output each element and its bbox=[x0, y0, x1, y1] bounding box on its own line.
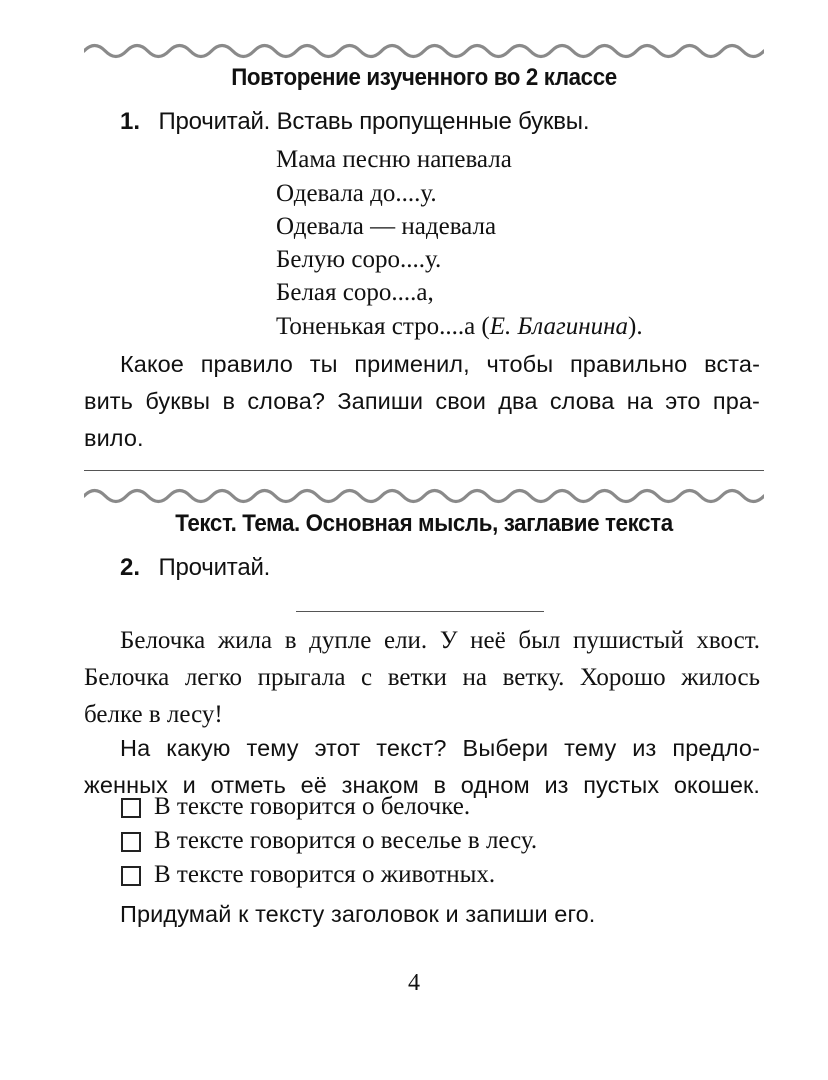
poem-line-text: Тоненькая стро....а ( bbox=[276, 313, 490, 340]
question-line: вило. bbox=[84, 425, 144, 451]
option-label: В тексте говорится о веселье в лесу. bbox=[154, 827, 538, 854]
task-number: 1. bbox=[120, 108, 141, 135]
option-checkbox[interactable] bbox=[121, 798, 141, 818]
poem-line: Белую соро....у. bbox=[276, 246, 442, 273]
section-heading-review: Повторение изученного во 2 классе bbox=[231, 64, 617, 91]
task-number: 2. bbox=[120, 554, 141, 581]
poem-author: Е. Благинина bbox=[489, 313, 629, 340]
option-checkbox[interactable] bbox=[121, 832, 141, 852]
story-line: Белочка легко прыгала с ветки на ветку. Хорошо жилось bbox=[84, 664, 760, 691]
story-paragraph bbox=[84, 622, 760, 733]
poem-line: Одевала — надевала bbox=[276, 213, 497, 240]
question-paragraph-1 bbox=[84, 346, 760, 457]
final-instruction: Придумай к тексту заголовок и запиши его. bbox=[120, 901, 596, 927]
poem-line: Одевала до....у. bbox=[276, 180, 437, 207]
task-instruction: Прочитай. Вставь пропущенные буквы. bbox=[158, 108, 590, 135]
poem-line-last bbox=[276, 311, 643, 343]
poem-line-end: ). bbox=[628, 313, 643, 340]
title-blank-line bbox=[296, 611, 544, 612]
page-number: 4 bbox=[408, 970, 420, 996]
wavy-divider-top bbox=[84, 40, 764, 62]
question-line: Какое правило ты применил, чтобы правильно вста- bbox=[120, 351, 760, 377]
question-line: На какую тему этот текст? Выбери тему из предло- bbox=[120, 735, 760, 761]
option-label: В тексте говорится о белочке. bbox=[154, 793, 471, 820]
poem-line: Мама песню напевала bbox=[276, 146, 512, 173]
question-line: женных и отметь её знаком в одном из пустых окошек. bbox=[84, 772, 760, 798]
option-checkbox[interactable] bbox=[121, 866, 141, 886]
story-line: белке в лесу! bbox=[84, 701, 223, 728]
task-instruction: Прочитай. bbox=[158, 554, 271, 581]
story-line: Белочка жила в дупле ели. У неё был пушистый хвост. bbox=[120, 627, 760, 654]
task-1 bbox=[120, 108, 589, 136]
poem-line: Белая соро....а, bbox=[276, 279, 434, 306]
wavy-divider-middle bbox=[84, 485, 764, 507]
option-label: В тексте говорится о животных. bbox=[154, 861, 496, 888]
task-2 bbox=[120, 554, 270, 582]
section-heading-text-theme: Текст. Тема. Основная мысль, заглавие текста bbox=[175, 510, 673, 537]
answer-line bbox=[84, 470, 764, 471]
question-line: вить буквы в слова? Запиши свои два слова на это пра- bbox=[84, 388, 760, 414]
